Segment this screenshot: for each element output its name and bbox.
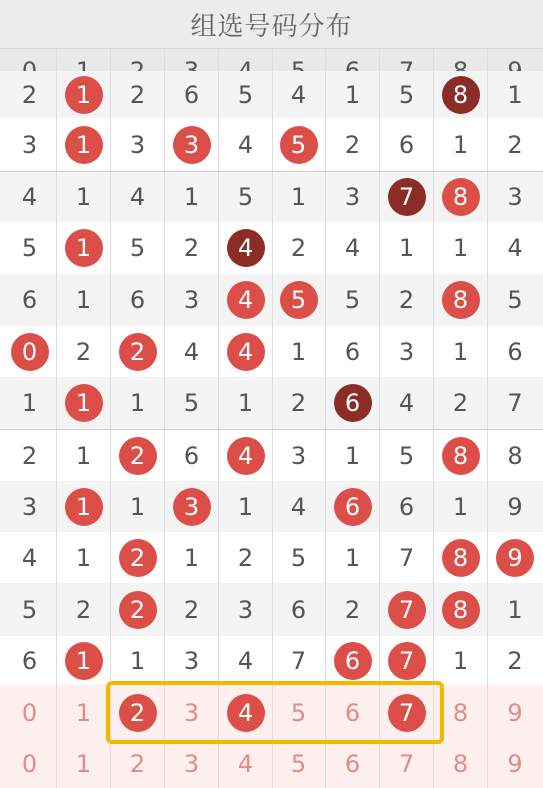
grid-cell — [57, 532, 111, 583]
number-value: 0 — [21, 750, 38, 778]
number-value: 5 — [290, 698, 307, 727]
grid-cell — [434, 481, 488, 532]
number-value: 8 — [452, 750, 469, 778]
grid-cell[interactable] — [488, 685, 542, 740]
table-row — [0, 274, 543, 326]
grid-cell — [326, 481, 380, 532]
number-value: 5 — [21, 595, 38, 624]
number-value: 7 — [290, 646, 307, 675]
number-ball: 8 — [442, 178, 480, 216]
grid-cell — [111, 481, 165, 532]
number-ball: 4 — [227, 333, 265, 371]
number-value: 1 — [183, 183, 200, 211]
grid-cell — [272, 222, 326, 274]
number-value: 1 — [344, 80, 361, 109]
grid-cell — [57, 172, 111, 222]
grid-cell[interactable] — [3, 685, 57, 740]
number-value: 8 — [507, 441, 523, 470]
grid-cell — [3, 532, 57, 583]
grid-cell — [219, 172, 273, 222]
number-value: 1 — [129, 492, 146, 521]
grid-cell — [326, 118, 380, 171]
number-ball: 1 — [65, 229, 103, 267]
grid-cell[interactable] — [488, 740, 542, 788]
number-ball: 8 — [442, 591, 480, 629]
number-value: 1 — [452, 234, 469, 262]
grid-cell — [165, 583, 219, 636]
number-value: 1 — [75, 441, 92, 470]
grid-cell — [219, 583, 273, 636]
grid-cell — [57, 481, 111, 532]
number-value: 2 — [75, 595, 92, 624]
number-value: 2 — [344, 595, 361, 624]
grid-cell — [219, 430, 273, 481]
number-ball: 3 — [173, 126, 211, 164]
number-value: 3 — [398, 337, 415, 366]
table-row — [0, 583, 543, 636]
prediction-highlight-box — [106, 681, 444, 744]
grid-cell — [326, 532, 380, 583]
number-value: 6 — [183, 441, 200, 470]
grid-cell — [219, 481, 273, 532]
grid-cell[interactable] — [165, 740, 219, 788]
grid-cell — [380, 583, 434, 636]
grid-cell — [488, 118, 542, 171]
number-value: 7 — [507, 389, 523, 417]
number-value: 1 — [21, 389, 38, 417]
number-value: 2 — [398, 286, 415, 314]
grid-cell — [272, 274, 326, 326]
grid-cell — [219, 71, 273, 118]
page-title: 组选号码分布 — [0, 0, 543, 48]
number-ball: 1 — [65, 384, 103, 422]
grid-cell[interactable] — [326, 740, 380, 788]
number-value: 2 — [129, 750, 146, 778]
grid-cell — [219, 118, 273, 171]
grid-cell — [3, 430, 57, 481]
number-value: 2 — [21, 441, 38, 470]
number-value: 4 — [21, 543, 38, 572]
number-ball: 1 — [65, 76, 103, 114]
number-ball: 2 — [119, 591, 157, 629]
grid-cell — [380, 430, 434, 481]
number-ball: 7 — [388, 591, 426, 629]
number-value: 1 — [129, 646, 146, 675]
prediction-row — [0, 740, 543, 788]
grid-cell — [326, 583, 380, 636]
number-value: 4 — [344, 234, 361, 262]
table-row — [0, 429, 543, 481]
grid-cell — [57, 274, 111, 326]
number-value: 1 — [237, 389, 254, 417]
number-ball[interactable]: 7 — [388, 694, 426, 732]
grid-cell — [380, 222, 434, 274]
grid-cell — [380, 71, 434, 118]
grid-cell — [111, 274, 165, 326]
number-value: 4 — [290, 80, 307, 109]
grid-cell — [488, 430, 542, 481]
number-ball: 2 — [119, 437, 157, 475]
grid-cell — [272, 430, 326, 481]
grid-cell[interactable] — [434, 740, 488, 788]
table-row — [0, 326, 543, 377]
grid-cell — [57, 222, 111, 274]
number-value: 4 — [507, 234, 523, 262]
grid-cell — [488, 222, 542, 274]
number-value: 5 — [237, 80, 254, 109]
table-row — [0, 636, 543, 685]
number-ball[interactable]: 4 — [227, 694, 265, 732]
number-value: 3 — [21, 492, 38, 521]
grid-cell — [272, 172, 326, 222]
number-ball: 4 — [227, 229, 265, 267]
number-value: 3 — [507, 183, 523, 211]
number-value: 2 — [237, 543, 254, 572]
grid-cell[interactable] — [272, 740, 326, 788]
number-ball: 6 — [334, 488, 372, 526]
number-value: 1 — [344, 441, 361, 470]
table-row — [0, 118, 543, 171]
number-value: 2 — [183, 234, 200, 262]
grid-cell — [111, 636, 165, 685]
number-value: 5 — [129, 234, 146, 262]
number-value: 3 — [183, 698, 200, 727]
number-ball: 5 — [280, 281, 318, 319]
grid-cell — [3, 71, 57, 118]
grid-cell[interactable] — [380, 740, 434, 788]
grid-cell[interactable] — [57, 685, 111, 740]
grid-cell — [488, 583, 542, 636]
number-value: 4 — [398, 389, 415, 417]
number-value: 3 — [129, 130, 146, 159]
table-row — [0, 481, 543, 532]
number-value: 4 — [290, 492, 307, 521]
grid-cell — [165, 274, 219, 326]
grid-cell — [272, 71, 326, 118]
grid-cell — [380, 172, 434, 222]
grid-cell — [272, 377, 326, 429]
grid-cell — [57, 118, 111, 171]
number-value: 6 — [183, 80, 200, 109]
number-value: 2 — [507, 646, 523, 675]
grid-cell — [57, 326, 111, 377]
grid-cell — [488, 172, 542, 222]
number-value: 6 — [344, 698, 361, 727]
number-ball: 0 — [11, 333, 49, 371]
grid-cell — [488, 377, 542, 429]
number-value: 6 — [21, 286, 38, 314]
grid-cell — [488, 636, 542, 685]
number-ball: 4 — [227, 281, 265, 319]
number-value: 1 — [344, 543, 361, 572]
number-value: 7 — [398, 543, 415, 572]
number-value: 1 — [507, 80, 523, 109]
grid-cell — [272, 636, 326, 685]
grid-cell — [434, 71, 488, 118]
grid-cell — [326, 71, 380, 118]
number-value: 3 — [183, 646, 200, 675]
grid-cell — [3, 118, 57, 171]
grid-cell[interactable] — [111, 740, 165, 788]
grid-cell — [380, 481, 434, 532]
number-value: 5 — [237, 183, 254, 211]
number-value: 1 — [452, 337, 469, 366]
number-value: 1 — [398, 234, 415, 262]
number-value: 6 — [21, 646, 38, 675]
grid-cell — [488, 481, 542, 532]
number-ball: 6 — [334, 642, 372, 680]
number-value: 1 — [183, 543, 200, 572]
number-ball: 7 — [388, 178, 426, 216]
number-value: 2 — [290, 389, 307, 417]
number-value: 4 — [21, 183, 38, 211]
grid-cell — [111, 71, 165, 118]
grid-cell[interactable] — [3, 740, 57, 788]
grid-cell — [3, 274, 57, 326]
number-value: 2 — [452, 389, 469, 417]
grid-cell — [165, 377, 219, 429]
number-ball: 9 — [496, 539, 534, 577]
number-value: 9 — [507, 698, 523, 727]
number-ball: 8 — [442, 281, 480, 319]
grid-cell — [272, 532, 326, 583]
grid-cell[interactable] — [219, 740, 273, 788]
number-value: 2 — [290, 234, 307, 262]
number-value: 2 — [507, 130, 523, 159]
number-value: 5 — [21, 234, 38, 262]
number-value: 4 — [237, 646, 254, 675]
grid-cell — [219, 326, 273, 377]
grid-cell — [111, 172, 165, 222]
grid-cell — [111, 430, 165, 481]
grid-cell — [434, 326, 488, 377]
grid-cell — [219, 532, 273, 583]
number-ball: 2 — [119, 539, 157, 577]
grid-cell — [57, 377, 111, 429]
number-value: 6 — [507, 337, 523, 366]
grid-cell — [219, 377, 273, 429]
grid-cell — [3, 481, 57, 532]
number-value: 1 — [237, 492, 254, 521]
number-value: 1 — [75, 698, 92, 727]
grid-cell — [3, 222, 57, 274]
grid-cell — [57, 71, 111, 118]
grid-cell — [219, 636, 273, 685]
number-value: 3 — [344, 183, 361, 211]
grid-cell — [111, 532, 165, 583]
number-value: 5 — [290, 543, 307, 572]
grid-cell — [165, 326, 219, 377]
number-ball: 5 — [280, 126, 318, 164]
grid-cell — [3, 377, 57, 429]
number-value: 4 — [237, 130, 254, 159]
number-value: 1 — [290, 337, 307, 366]
number-value: 6 — [129, 286, 146, 314]
table-row — [0, 532, 543, 583]
grid-cell — [434, 430, 488, 481]
grid-cell — [434, 636, 488, 685]
number-ball: 8 — [442, 539, 480, 577]
number-value: 5 — [344, 286, 361, 314]
number-value: 7 — [398, 750, 415, 778]
grid-cell — [434, 532, 488, 583]
grid-cell — [434, 274, 488, 326]
number-ball: 1 — [65, 126, 103, 164]
grid-cell — [380, 532, 434, 583]
number-value: 2 — [183, 595, 200, 624]
number-ball: 1 — [65, 642, 103, 680]
number-value: 1 — [75, 750, 92, 778]
number-value: 5 — [507, 286, 523, 314]
number-value: 3 — [21, 130, 38, 159]
grid-cell — [111, 583, 165, 636]
number-value: 1 — [452, 130, 469, 159]
number-value: 3 — [290, 441, 307, 470]
grid-cell — [380, 636, 434, 685]
number-value: 8 — [452, 698, 469, 727]
number-value: 2 — [129, 80, 146, 109]
number-value: 2 — [344, 130, 361, 159]
number-ball: 3 — [173, 488, 211, 526]
grid-cell — [272, 326, 326, 377]
number-ball: 2 — [119, 333, 157, 371]
grid-cell — [165, 636, 219, 685]
grid-cell — [272, 481, 326, 532]
grid-cell — [3, 583, 57, 636]
grid-cell — [111, 222, 165, 274]
grid-cell — [111, 377, 165, 429]
number-value: 1 — [452, 492, 469, 521]
grid-cell — [380, 326, 434, 377]
grid-cell — [165, 481, 219, 532]
number-value: 3 — [183, 750, 200, 778]
grid-cell — [57, 583, 111, 636]
number-value: 9 — [507, 750, 523, 778]
grid-cell — [380, 274, 434, 326]
grid-cell — [488, 71, 542, 118]
grid-cell — [111, 326, 165, 377]
grid-cell — [272, 118, 326, 171]
grid-cell — [326, 326, 380, 377]
number-value: 5 — [290, 750, 307, 778]
grid-cell — [434, 222, 488, 274]
grid-cell — [380, 118, 434, 171]
number-value: 1 — [129, 389, 146, 417]
grid-cell — [434, 583, 488, 636]
number-value: 0 — [21, 698, 38, 727]
grid-cell — [326, 172, 380, 222]
grid-cell — [3, 172, 57, 222]
number-value: 6 — [398, 492, 415, 521]
number-value: 5 — [398, 441, 415, 470]
grid-cell — [111, 118, 165, 171]
grid-cell — [165, 430, 219, 481]
number-value: 4 — [237, 750, 254, 778]
grid-cell — [326, 636, 380, 685]
number-ball: 8 — [442, 76, 480, 114]
number-value: 6 — [290, 595, 307, 624]
grid-cell — [488, 274, 542, 326]
number-ball: 6 — [334, 384, 372, 422]
number-value: 1 — [290, 183, 307, 211]
number-ball: 7 — [388, 642, 426, 680]
number-value: 6 — [344, 337, 361, 366]
grid-cell — [326, 274, 380, 326]
number-value: 5 — [183, 389, 200, 417]
number-value: 1 — [75, 286, 92, 314]
table-row — [0, 377, 543, 429]
grid-cell — [272, 583, 326, 636]
grid-cell — [165, 172, 219, 222]
grid-cell — [165, 118, 219, 171]
number-value: 4 — [129, 183, 146, 211]
number-value: 3 — [183, 286, 200, 314]
grid-cell — [434, 377, 488, 429]
number-ball: 1 — [65, 488, 103, 526]
grid-cell — [3, 636, 57, 685]
grid-cell — [57, 430, 111, 481]
number-ball: 8 — [442, 437, 480, 475]
grid-cell — [326, 222, 380, 274]
grid-cell — [3, 326, 57, 377]
grid-cell — [326, 430, 380, 481]
number-value: 1 — [75, 543, 92, 572]
table-row — [0, 171, 543, 222]
number-value: 6 — [398, 130, 415, 159]
grid-cell[interactable] — [57, 740, 111, 788]
grid-cell — [326, 377, 380, 429]
grid-cell — [165, 532, 219, 583]
number-value: 1 — [75, 183, 92, 211]
grid-cell — [219, 222, 273, 274]
grid-cell — [488, 326, 542, 377]
number-ball: 4 — [227, 437, 265, 475]
table-row — [0, 222, 543, 274]
grid-cell — [219, 274, 273, 326]
number-value: 6 — [344, 750, 361, 778]
grid-cell — [57, 636, 111, 685]
number-value: 3 — [237, 595, 254, 624]
grid-cell — [434, 172, 488, 222]
grid-cell — [434, 118, 488, 171]
table-row — [0, 71, 543, 118]
number-value: 5 — [398, 80, 415, 109]
number-value: 9 — [507, 492, 523, 521]
number-value: 4 — [183, 337, 200, 366]
grid-cell — [165, 71, 219, 118]
number-value: 2 — [21, 80, 38, 109]
number-value: 1 — [452, 646, 469, 675]
number-value: 1 — [507, 595, 523, 624]
grid-cell — [380, 377, 434, 429]
grid-cell — [165, 222, 219, 274]
grid-cell — [488, 532, 542, 583]
number-value: 2 — [75, 337, 92, 366]
number-ball[interactable]: 2 — [119, 694, 157, 732]
